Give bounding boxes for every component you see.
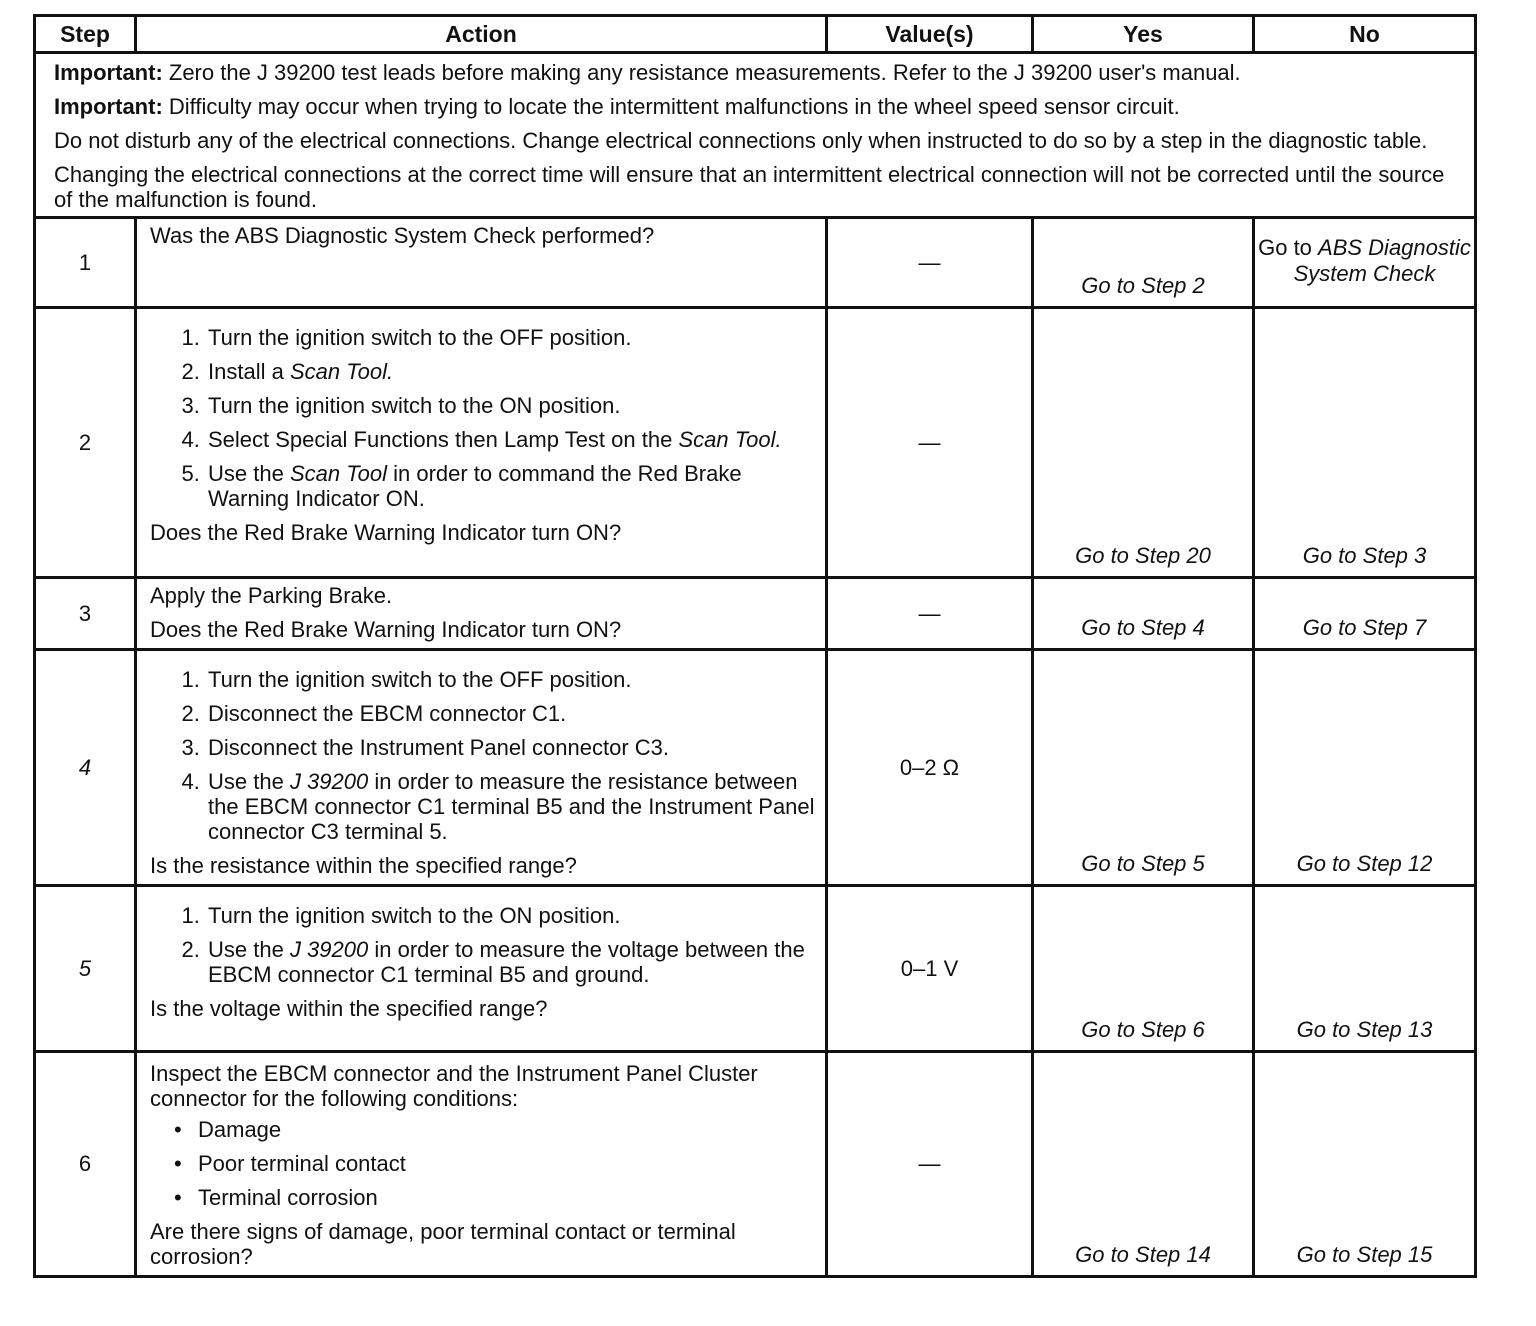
important-note-1 <box>54 60 1464 85</box>
action-cell <box>136 308 827 578</box>
no-cell: Go to Step 15 <box>1254 1052 1476 1277</box>
action-steps <box>150 903 817 987</box>
value-cell: — <box>827 308 1033 578</box>
yes-cell: Go to Step 20 <box>1033 308 1254 578</box>
step-number: 4 <box>35 650 136 886</box>
value-cell: 0–1 V <box>827 886 1033 1052</box>
table-row <box>35 578 1476 650</box>
value-cell: — <box>827 218 1033 308</box>
action-step: 5. Use the Scan Tool in order to command the Red Brake Warning Indicator ON. <box>206 461 817 511</box>
step-number: 2 <box>35 308 136 578</box>
action-step: 2. Use the J 39200 in order to measure the voltage between the EBCM connector C1 terminal B5 and ground. <box>206 937 817 987</box>
important-note-2 <box>54 94 1464 119</box>
table-row <box>35 886 1476 1052</box>
action-question: Are there signs of damage, poor terminal contact or terminal corrosion? <box>150 1219 736 1269</box>
header-row <box>35 16 1476 53</box>
header-yes: Yes <box>1033 16 1254 53</box>
action-question: Does the Red Brake Warning Indicator turn ON? <box>150 617 622 642</box>
action-question: Is the resistance within the specified range? <box>150 853 577 878</box>
condition-item: • Terminal corrosion <box>198 1185 817 1210</box>
no-cell <box>1254 218 1476 308</box>
condition-item: • Poor terminal contact <box>198 1151 817 1176</box>
table-row <box>35 650 1476 886</box>
table-row <box>35 218 1476 308</box>
action-cell <box>136 650 827 886</box>
header-values: Value(s) <box>827 16 1033 53</box>
condition-list <box>150 1117 817 1210</box>
no-link-text: ABS Diagnostic System Check <box>1293 234 1471 286</box>
step-number: 6 <box>35 1052 136 1277</box>
action-step: 1. Turn the ignition switch to the ON position. <box>206 903 817 928</box>
tool-name: Scan Tool <box>289 461 387 486</box>
note-timing: Changing the electrical connections at the correct time will ensure that an intermittent electrical connection will not be corrected until the source of the malfunction is found. <box>54 162 1445 212</box>
condition-item: • Damage <box>198 1117 817 1142</box>
note-connections: Do not disturb any of the electrical connections. Change electrical connections only when instructed to do so by a step in the diagnostic table. <box>54 128 1428 153</box>
tool-name: J 39200 <box>289 769 369 794</box>
no-cell: Go to Step 3 <box>1254 308 1476 578</box>
header-step: Step <box>35 16 136 53</box>
table-row <box>35 1052 1476 1277</box>
step-number: 5 <box>35 886 136 1052</box>
action-step: 2. Disconnect the EBCM connector C1. <box>206 701 817 726</box>
header-action: Action <box>136 16 827 53</box>
no-cell: Go to Step 12 <box>1254 650 1476 886</box>
action-step: 3. Turn the ignition switch to the ON position. <box>206 393 817 418</box>
tool-name: J 39200 <box>289 937 369 962</box>
action-line: Apply the Parking Brake. <box>150 583 393 608</box>
important-notes-row <box>35 53 1476 218</box>
action-cell <box>136 1052 827 1277</box>
action-step: 1. Turn the ignition switch to the OFF position. <box>206 325 817 350</box>
yes-cell: Go to Step 6 <box>1033 886 1254 1052</box>
header-no: No <box>1254 16 1476 53</box>
action-step: 1. Turn the ignition switch to the OFF position. <box>206 667 817 692</box>
tool-name: Scan Tool. <box>678 427 782 452</box>
action-step: 4. Use the J 39200 in order to measure the resistance between the EBCM connector C1 terminal B5 and the Instrument Panel connector C3 terminal 5. <box>206 769 817 844</box>
important-text: Zero the J 39200 test leads before making any resistance measurements. Refer to the J 39200 user's manual. <box>162 60 1241 85</box>
yes-cell: Go to Step 14 <box>1033 1052 1254 1277</box>
value-cell: 0–2 Ω <box>827 650 1033 886</box>
action-question: Was the ABS Diagnostic System Check performed? <box>150 223 655 248</box>
important-label: Important: <box>54 60 163 85</box>
action-step: 2. Install a Scan Tool. <box>206 359 817 384</box>
value-cell: — <box>827 578 1033 650</box>
no-cell: Go to Step 13 <box>1254 886 1476 1052</box>
action-cell <box>136 578 827 650</box>
action-intro: Inspect the EBCM connector and the Instrument Panel Cluster connector for the following conditions: <box>150 1061 758 1111</box>
action-steps <box>150 325 817 511</box>
action-question: Does the Red Brake Warning Indicator turn ON? <box>150 520 622 545</box>
yes-cell: Go to Step 4 <box>1033 578 1254 650</box>
action-step: 4. Select Special Functions then Lamp Test on the Scan Tool. <box>206 427 817 452</box>
yes-cell: Go to Step 5 <box>1033 650 1254 886</box>
important-text: Difficulty may occur when trying to locate the intermittent malfunctions in the wheel speed sensor circuit. <box>162 94 1180 119</box>
action-step: 3. Disconnect the Instrument Panel connector C3. <box>206 735 817 760</box>
value-cell: — <box>827 1052 1033 1277</box>
action-cell <box>136 218 827 308</box>
important-label: Important: <box>54 94 163 119</box>
action-question: Is the voltage within the specified range? <box>150 996 548 1021</box>
no-cell: Go to Step 7 <box>1254 578 1476 650</box>
action-steps <box>150 667 817 844</box>
yes-cell: Go to Step 2 <box>1033 218 1254 308</box>
table-row <box>35 308 1476 578</box>
diagnostic-table <box>33 14 1477 1278</box>
tool-name: Scan Tool. <box>289 359 394 384</box>
action-cell <box>136 886 827 1052</box>
no-prefix: Go to <box>1258 234 1319 260</box>
important-notes <box>35 53 1476 218</box>
step-number: 3 <box>35 578 136 650</box>
step-number: 1 <box>35 218 136 308</box>
